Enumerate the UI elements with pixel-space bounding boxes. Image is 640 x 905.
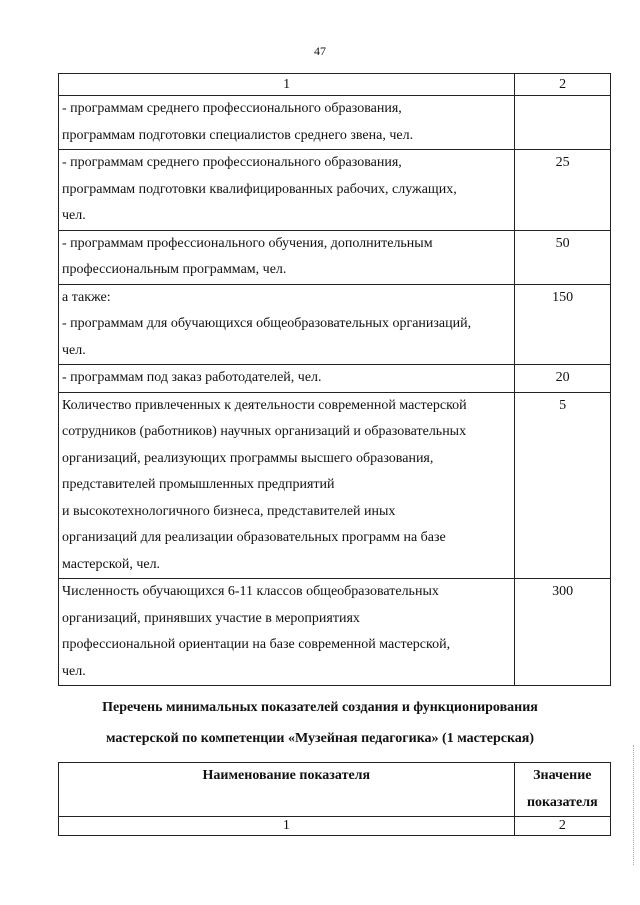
- table-header-row: [59, 763, 611, 817]
- text-line: чел.: [62, 342, 86, 358]
- scan-edge-mark: [633, 745, 636, 865]
- text-line: а также:: [62, 289, 111, 305]
- indicator-name: [59, 284, 515, 365]
- text-line: программам подготовки специалистов среднего звена, чел.: [62, 127, 414, 143]
- column-number-2: 2: [515, 74, 611, 96]
- text-line: Количество привлеченных к деятельности современной мастерской: [62, 397, 467, 413]
- column-number-1: 1: [59, 817, 515, 836]
- title-line: Перечень минимальных показателей создания и функционирования: [102, 700, 538, 715]
- table-row: [59, 392, 611, 579]
- text-line: - программам под заказ работодателей, чел.: [62, 370, 322, 385]
- text-line: профессиональной ориентации на базе современной мастерской,: [62, 637, 451, 652]
- text-line: программам подготовки квалифицированных рабочих, служащих,: [62, 181, 457, 197]
- text-line: профессиональным программам, чел.: [62, 262, 287, 277]
- indicator-name: [59, 365, 515, 393]
- text-line: и высокотехнологичного бизнеса, представителей иных: [62, 503, 396, 519]
- indicator-value: 20: [515, 365, 611, 393]
- indicator-name: [59, 230, 515, 284]
- indicator-name: [59, 392, 515, 579]
- table-header-row: [59, 74, 611, 96]
- indicator-value: 50: [515, 230, 611, 284]
- table-row: [59, 284, 611, 365]
- header-line: Значение: [533, 768, 592, 783]
- page-number: 47: [314, 44, 326, 58]
- text-line: - программам среднего профессионального образования,: [62, 101, 402, 116]
- competence-indicators-table: [58, 762, 611, 836]
- title-line: мастерской по компетенции «Музейная педагогика» (1 мастерская): [105, 731, 535, 746]
- text-line: - программам профессионального обучения, дополнительным: [62, 235, 433, 251]
- indicator-value: [515, 96, 611, 150]
- text-line: - программам среднего профессионального образования,: [62, 155, 402, 170]
- text-line: Численность обучающихся 6-11 классов общеобразовательных: [62, 584, 439, 599]
- indicator-value: 300: [515, 579, 611, 686]
- column-header-name: Наименование показателя: [59, 763, 515, 817]
- text-line: организаций для реализации образовательных программ на базе: [62, 530, 446, 545]
- text-line: сотрудников (работников) научных организаций и образовательных: [62, 424, 467, 439]
- text-line: представителей промышленных предприятий: [62, 477, 335, 492]
- table-row: [59, 230, 611, 284]
- indicator-value: 25: [515, 150, 611, 231]
- text-line: чел.: [62, 663, 86, 679]
- table-row: [59, 365, 611, 393]
- indicator-value: 150: [515, 284, 611, 365]
- text-line: чел.: [62, 208, 86, 223]
- text-line: мастерской, чел.: [62, 556, 161, 572]
- column-header-value: [514, 763, 610, 817]
- header-line: показателя: [526, 794, 598, 810]
- text-line: организаций, принявших участие в мероприятиях: [62, 610, 360, 626]
- section-title: [0, 692, 640, 754]
- table-row: [59, 96, 611, 150]
- column-number-1: 1: [59, 74, 515, 96]
- indicators-table: [58, 73, 611, 686]
- text-line: - программам для обучающихся общеобразовательных организаций,: [62, 316, 472, 331]
- text-line: организаций, реализующих программы высшего образования,: [62, 450, 434, 466]
- indicator-name: [59, 579, 515, 686]
- indicator-value: 5: [515, 392, 611, 579]
- column-numbers-row: [59, 817, 611, 836]
- indicator-name: [59, 96, 515, 150]
- column-number-2: 2: [514, 817, 610, 836]
- table-row: [59, 579, 611, 686]
- indicator-name: [59, 150, 515, 231]
- table-row: [59, 150, 611, 231]
